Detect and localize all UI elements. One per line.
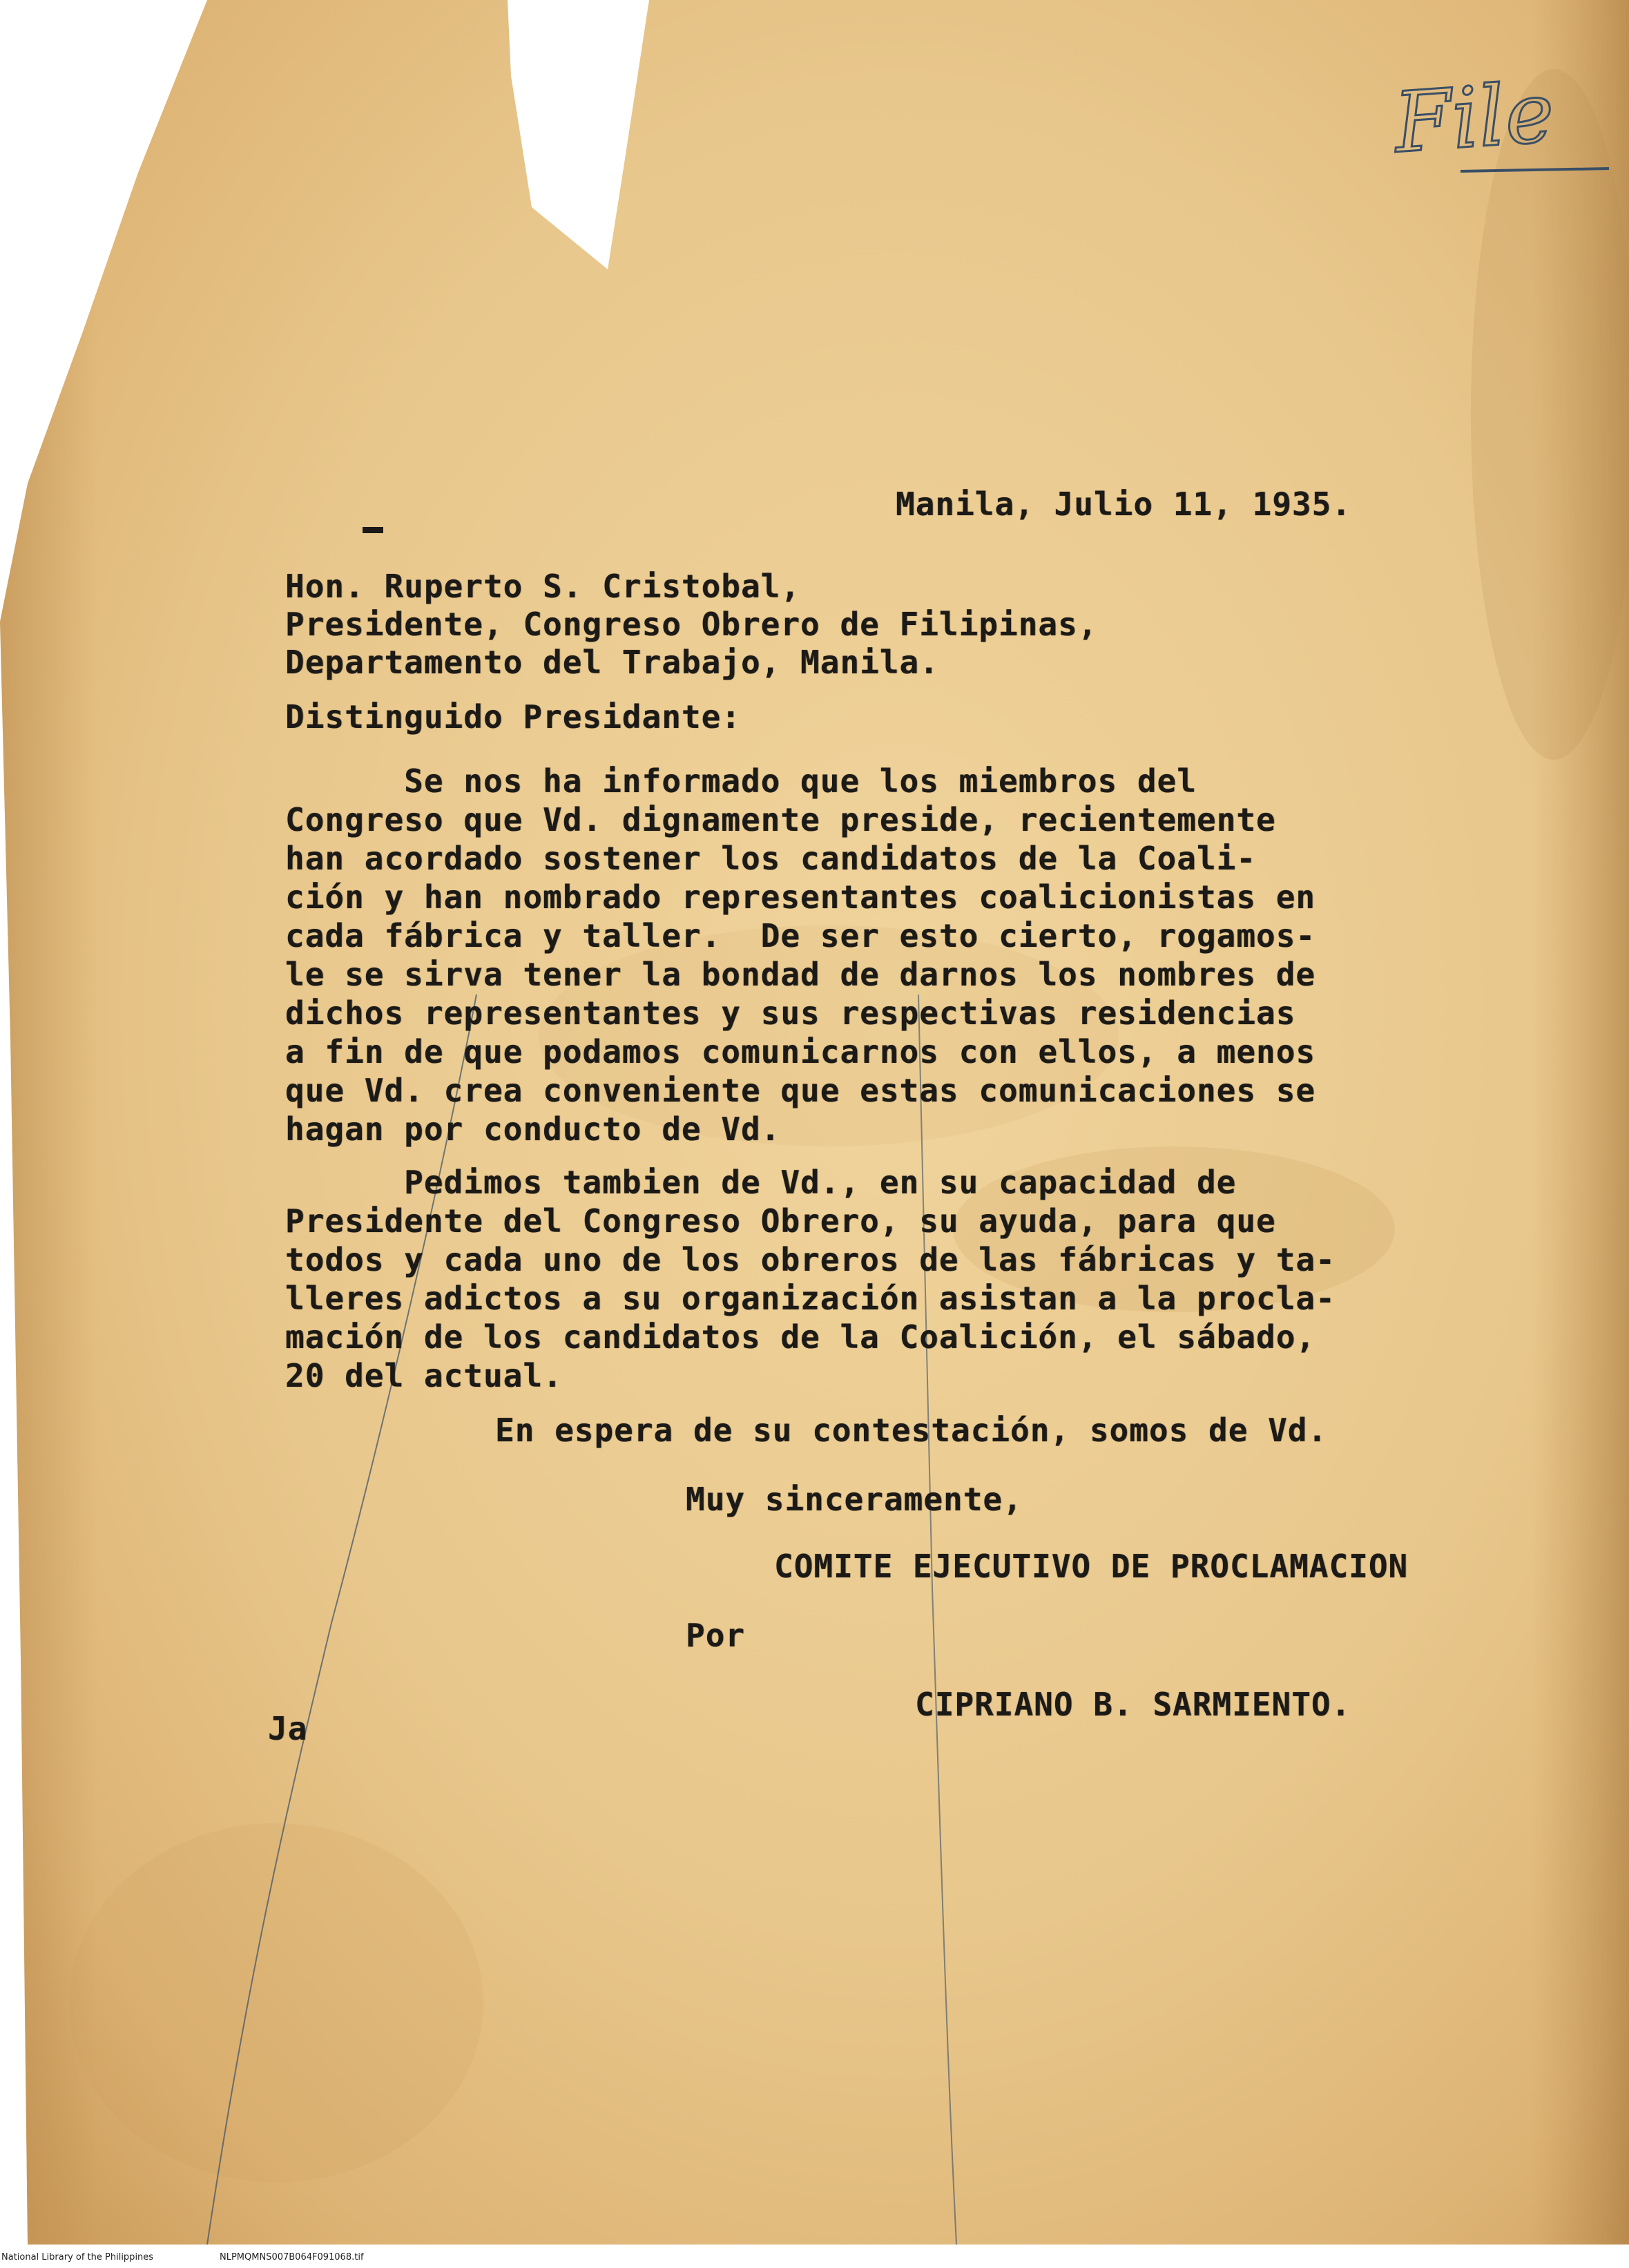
paragraph-1-line: ción y han nombrado representantes coalicionistas en (285, 878, 1316, 916)
paragraph-1-line: le se sirva tener la bondad de darnos los nombres de (285, 956, 1316, 993)
paragraph-2-line: Pedimos tambien de Vd., en su capacidad de (285, 1164, 1237, 1201)
paragraph-2-line: 20 del actual. (285, 1357, 563, 1394)
paragraph-2-line: lleres adictos a su organización asistan a la procla- (285, 1280, 1336, 1317)
paragraph-1-line: a fin de que podamos comunicarnos con ellos, a menos (285, 1033, 1316, 1070)
paragraph-1-line: dichos representantes y sus respectivas residencias (285, 994, 1296, 1032)
complimentary-close: Muy sinceramente, (686, 1481, 1023, 1518)
committee-name: COMITE EJECUTIVO DE PROCLAMACION (774, 1548, 1409, 1585)
por-label: Por (686, 1617, 746, 1654)
recipient-title: Presidente, Congreso Obrero de Filipinas, (285, 606, 1098, 643)
closing-line: En espera de su contestación, somos de Vd. (495, 1412, 1328, 1449)
ink-mark (363, 527, 383, 533)
paragraph-1-line: hagan por conducto de Vd. (285, 1111, 781, 1148)
footer-filename: NLPMQMNS007B064F091068.tif (220, 2252, 364, 2262)
paragraph-1-line: cada fábrica y taller. De ser esto cierto, rogamos- (285, 917, 1316, 954)
paragraph-1-line: Se nos ha informado que los miembros del (285, 762, 1197, 800)
paragraph-2-line: Presidente del Congreso Obrero, su ayuda, para que (285, 1202, 1276, 1240)
signatory-name: CIPRIANO B. SARMIENTO. (915, 1686, 1351, 1723)
footer-library: National Library of the Philippines (1, 2252, 154, 2262)
paragraph-1-line: han acordado sostener los candidatos de la Coali- (285, 840, 1257, 877)
paragraph-2-line: mación de los candidatos de la Coalición, el sábado, (285, 1318, 1316, 1356)
recipient-address: Departamento del Trabajo, Manila. (285, 644, 939, 681)
typist-initials: Ja (268, 1710, 308, 1747)
paragraph-2-line: todos y cada uno de los obreros de las fábricas y ta- (285, 1241, 1336, 1278)
paragraph-1-line: que Vd. crea conveniente que estas comunicaciones se (285, 1072, 1316, 1109)
salutation: Distinguido Presidante: (285, 698, 741, 736)
paragraph-1-line: Congreso que Vd. dignamente preside, recientemente (285, 801, 1276, 838)
handwritten-file-text: File (1391, 64, 1557, 172)
date-line: Manila, Julio 11, 1935. (896, 486, 1351, 523)
recipient-name: Hon. Ruperto S. Cristobal, (285, 568, 801, 605)
handwritten-file-note (1388, 55, 1609, 193)
